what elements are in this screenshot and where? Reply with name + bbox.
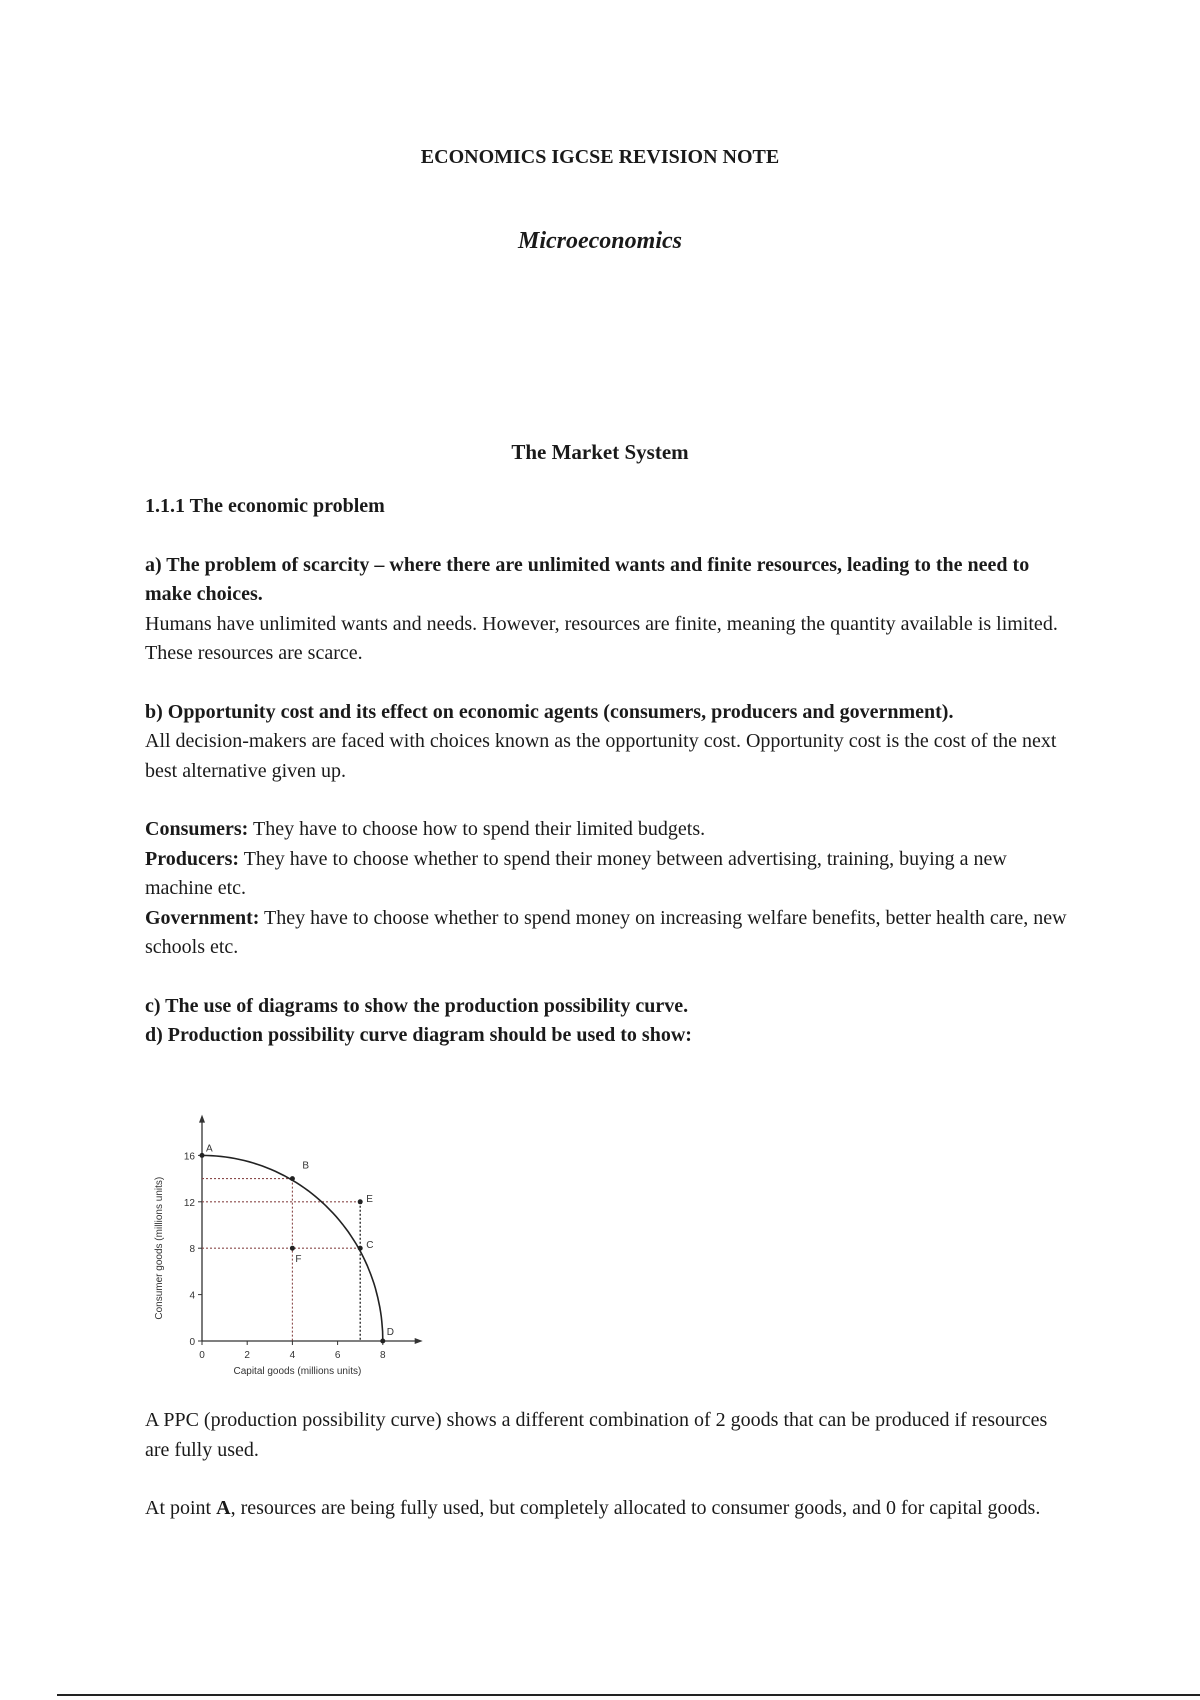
producers-paragraph bbox=[145, 845, 1075, 904]
y-axis-label: Consumer goods (millions units) bbox=[154, 1176, 165, 1320]
consumers-paragraph bbox=[145, 815, 1075, 845]
document-subtitle: Microeconomics bbox=[518, 228, 682, 254]
section-body bbox=[145, 492, 1075, 1051]
y-tick-label: 4 bbox=[189, 1290, 195, 1302]
x-axis-label: Capital goods (millions units) bbox=[233, 1366, 362, 1377]
y-tick-label: 12 bbox=[183, 1197, 195, 1209]
text-b: All decision-makers are faced with choices known as the opportunity cost. Opportunity cost is the cost of the next best alternative given up. bbox=[145, 730, 1057, 782]
section-title: The Market System bbox=[511, 440, 689, 464]
y-tick-label: 0 bbox=[189, 1337, 195, 1348]
y-tick-label: 8 bbox=[189, 1244, 195, 1256]
government-text: They have to choose whether to spend money on increasing welfare benefits, better health care, new schools etc. bbox=[145, 906, 1067, 958]
y-axis-arrow-icon bbox=[199, 1115, 205, 1123]
ppc-explanation bbox=[145, 1406, 1075, 1524]
x-tick-label: 8 bbox=[380, 1350, 386, 1361]
heading-c: c) The use of diagrams to show the production possibility curve. bbox=[145, 994, 689, 1017]
point-a-post: , resources are being fully used, but completely allocated to consumer goods, and 0 for capital goods. bbox=[230, 1497, 1041, 1519]
point-d bbox=[380, 1339, 385, 1344]
point-f bbox=[290, 1246, 295, 1251]
consumers-label: Consumers: bbox=[145, 818, 249, 840]
x-axis-arrow-icon bbox=[415, 1338, 423, 1344]
x-tick-label: 2 bbox=[244, 1350, 250, 1361]
heading-b: b) Opportunity cost and its effect on economic agents (consumers, producers and government). bbox=[145, 700, 954, 723]
point-label-f: F bbox=[295, 1254, 302, 1266]
point-label-d: D bbox=[386, 1327, 395, 1338]
point-label-a: A bbox=[206, 1143, 213, 1155]
point-label-b: B bbox=[302, 1160, 310, 1172]
x-tick-label: 0 bbox=[199, 1350, 205, 1361]
ppc-text: A PPC (production possibility curve) shows a different combination of 2 goods that can be produced if resources are fully used. bbox=[145, 1409, 1048, 1461]
government-label: Government: bbox=[145, 906, 260, 929]
subsection-heading: 1.1.1 The economic problem bbox=[145, 495, 385, 517]
text-a: Humans have unlimited wants and needs. However, resources are finite, meaning the quantity available is limited. These resources are scarce. bbox=[145, 612, 1058, 664]
y-tick-label: 16 bbox=[183, 1151, 195, 1163]
ppc-diagram bbox=[125, 1085, 485, 1385]
page-bottom-rule bbox=[57, 1694, 1200, 1696]
point-a-pre: At point bbox=[145, 1497, 217, 1519]
heading-a: a) The problem of scarcity – where there are unlimited wants and finite resources, leading to the need to make choices. bbox=[145, 553, 1030, 605]
point-label-c: C bbox=[366, 1240, 374, 1252]
heading-d: d) Production possibility curve diagram should be used to show: bbox=[145, 1024, 692, 1046]
consumers-text: They have to choose how to spend their limited budgets. bbox=[248, 818, 706, 840]
producers-text: They have to choose whether to spend their money between advertising, training, buying a new machine etc. bbox=[145, 847, 1007, 899]
point-label-e: E bbox=[366, 1193, 373, 1205]
government-paragraph bbox=[145, 904, 1075, 963]
point-c bbox=[358, 1246, 363, 1251]
point-a bbox=[200, 1153, 205, 1158]
point-b bbox=[290, 1176, 295, 1181]
producers-label: Producers: bbox=[145, 847, 240, 870]
point-e bbox=[358, 1199, 363, 1204]
point-a-paragraph bbox=[145, 1494, 1075, 1524]
x-tick-label: 4 bbox=[289, 1350, 296, 1361]
x-tick-label: 6 bbox=[334, 1350, 341, 1361]
document-title: ECONOMICS IGCSE REVISION NOTE bbox=[420, 146, 780, 168]
point-a-label: A bbox=[216, 1497, 231, 1519]
